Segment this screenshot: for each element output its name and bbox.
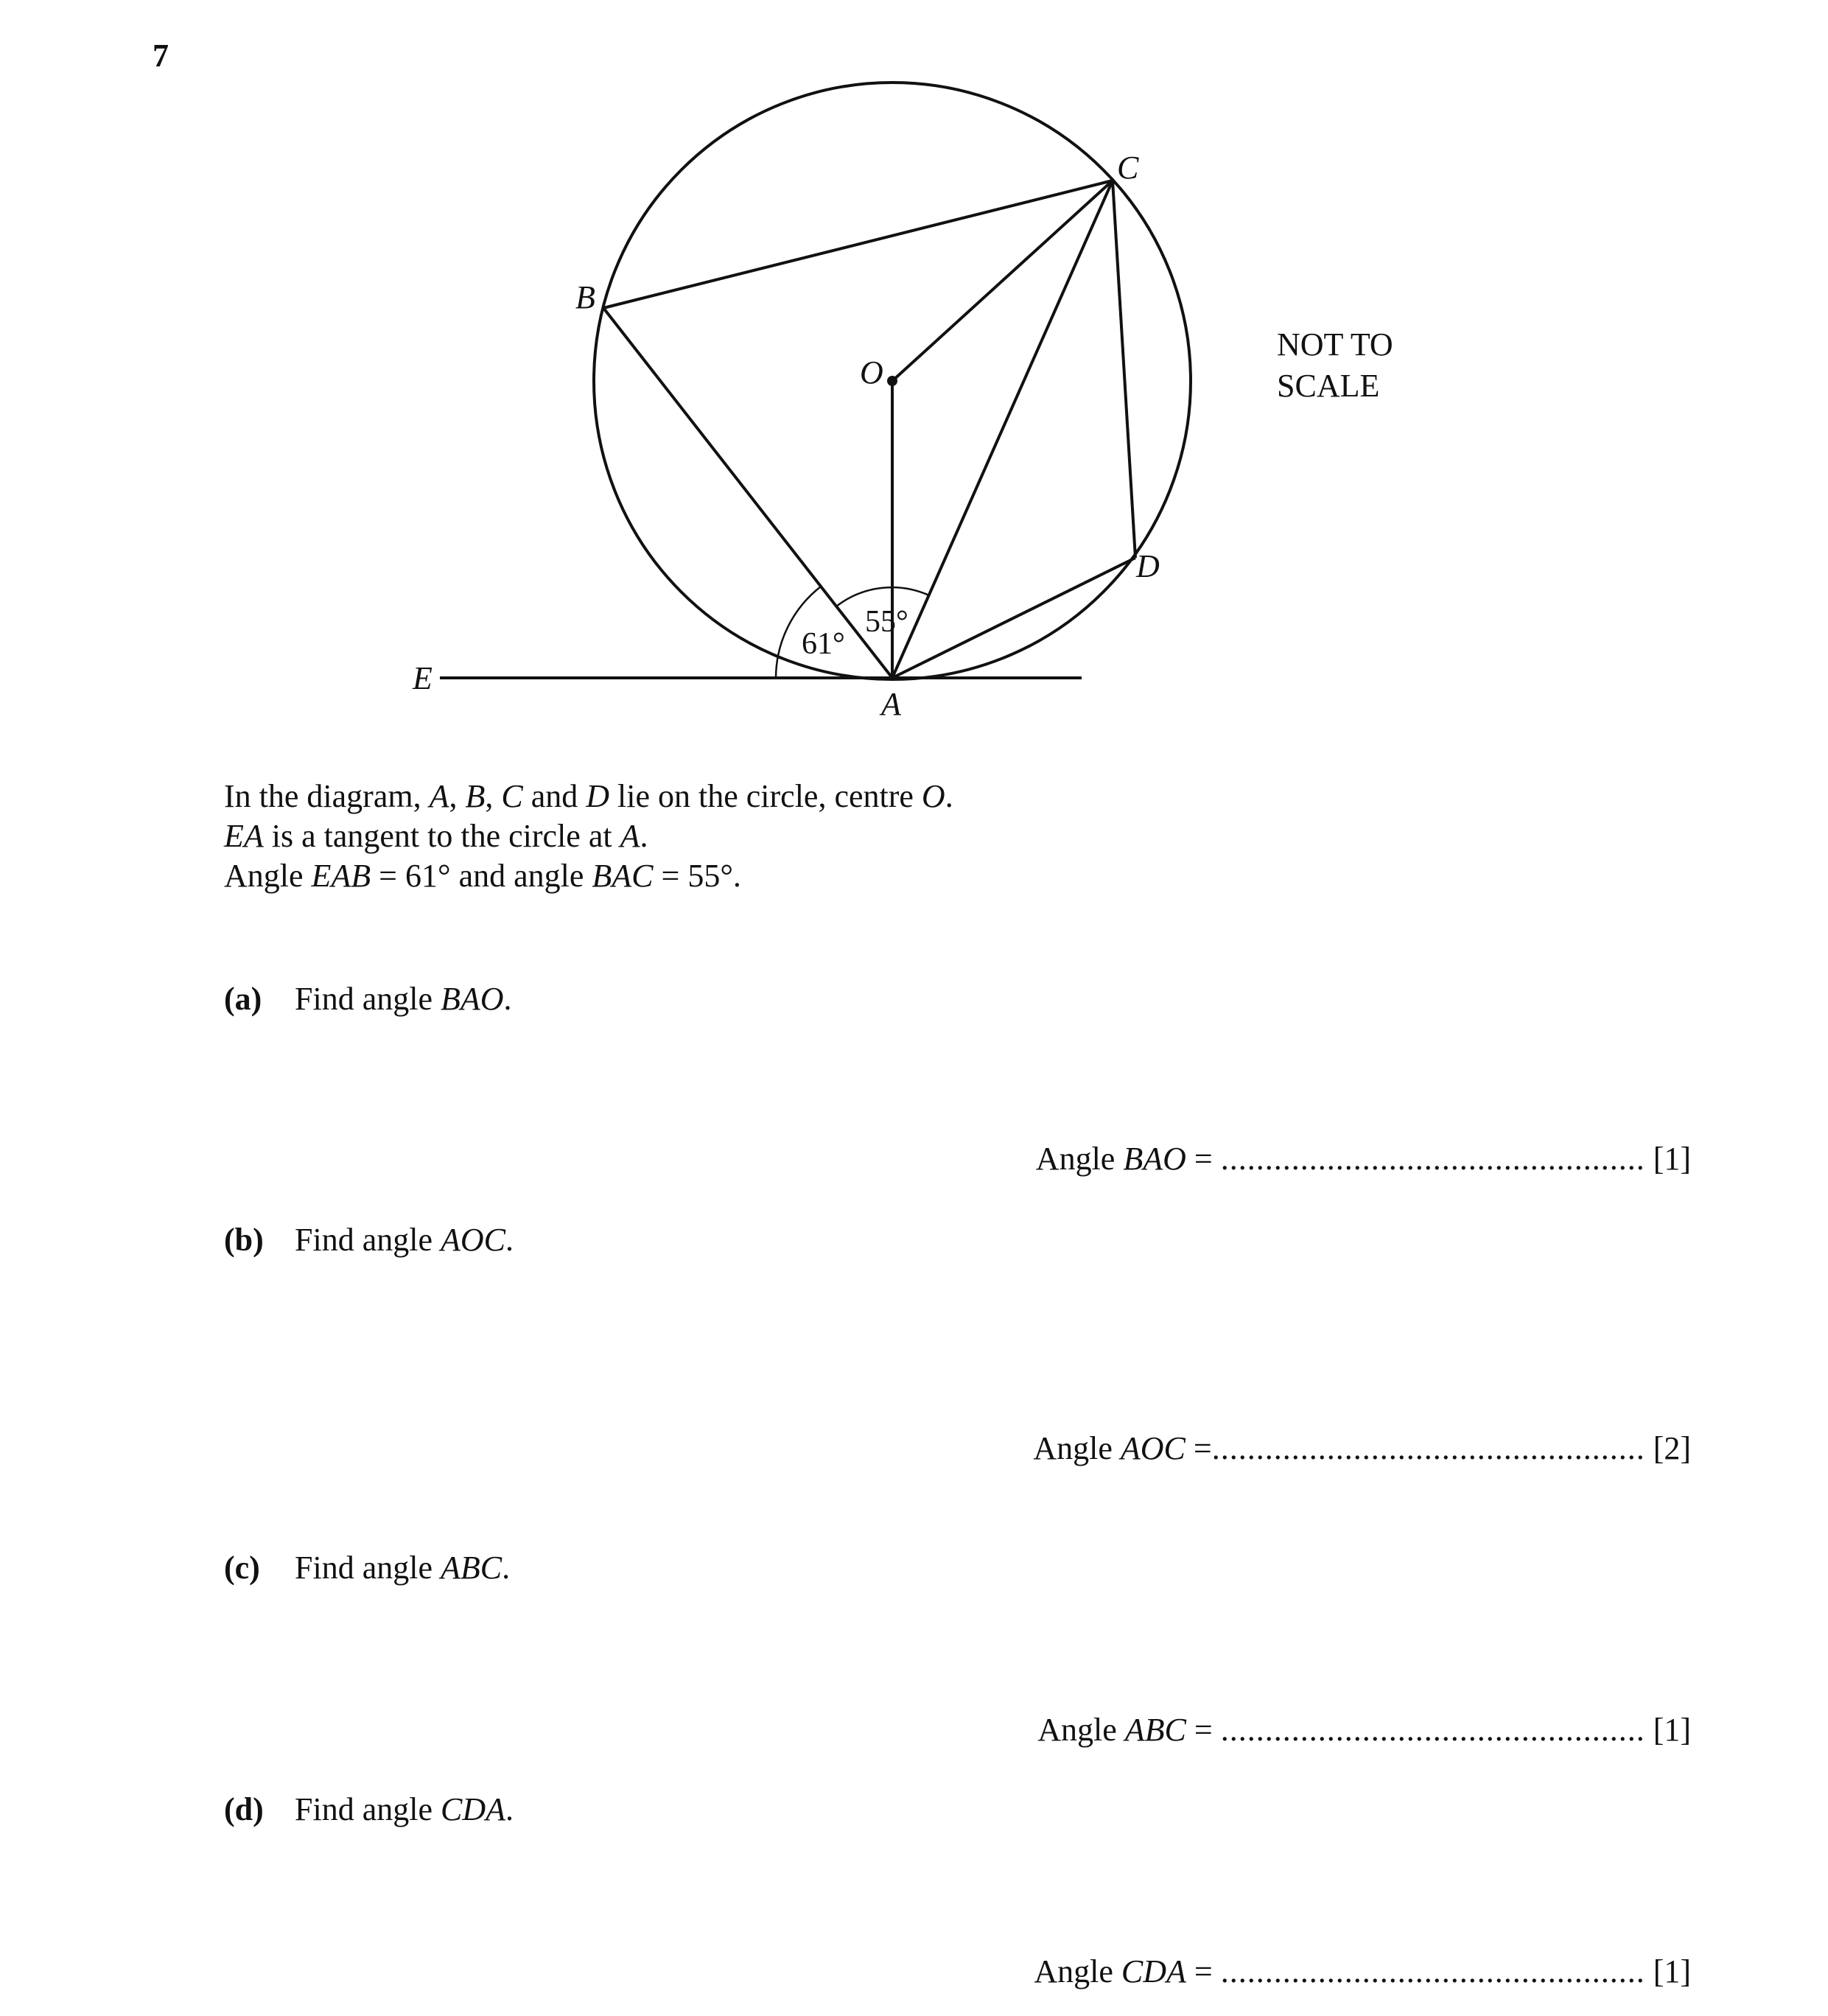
answer-blank[interactable]: ................................................ — [1220, 1141, 1645, 1177]
angle-label-bac: 55° — [865, 605, 908, 639]
label-a: A — [881, 686, 901, 722]
part-b-answer-line[interactable]: Angle AOC =................................................. [2] — [1033, 1430, 1691, 1466]
segment-cd — [1113, 181, 1135, 558]
label-o: O — [860, 354, 883, 391]
not-to-scale-note — [1277, 324, 1393, 407]
intro-line-2: EA is a tangent to the circle at A. — [224, 818, 648, 854]
centre-point — [887, 376, 897, 386]
label-b: B — [575, 279, 595, 315]
marks: [1] — [1653, 1141, 1691, 1177]
marks: [1] — [1653, 1953, 1691, 1989]
part-a-question: (a) Find angle BAO. — [224, 981, 512, 1017]
part-label: (c) — [224, 1550, 260, 1586]
part-label: (a) — [224, 981, 262, 1017]
intro-line-3: Angle EAB = 61° and angle BAC = 55°. — [224, 858, 741, 894]
part-a-answer-line[interactable]: Angle BAO = ................................................ [1] — [1035, 1141, 1691, 1177]
segment-ab — [603, 308, 892, 678]
answer-blank[interactable]: ................................................ — [1220, 1953, 1645, 1989]
marks: [1] — [1653, 1712, 1691, 1748]
question-number: 7 — [153, 38, 169, 74]
answer-blank[interactable]: ................................................. — [1211, 1430, 1645, 1466]
part-c-answer-line[interactable]: Angle ABC = ................................................ [1] — [1037, 1712, 1691, 1748]
part-d-question: (d) Find angle CDA. — [224, 1791, 514, 1827]
intro-line-1: In the diagram, A, B, C and D lie on the circle, centre O. — [224, 778, 953, 814]
segment-bc — [603, 181, 1113, 308]
circle-diagram — [0, 0, 1828, 737]
part-d-answer-line[interactable]: Angle CDA = ................................................ [1] — [1034, 1953, 1691, 1989]
part-label: (b) — [224, 1222, 264, 1258]
angle-label-eab: 61° — [802, 627, 845, 661]
label-c: C — [1117, 150, 1139, 186]
segment-oc — [892, 181, 1113, 381]
part-b-question: (b) Find angle AOC. — [224, 1222, 514, 1258]
question-intro — [224, 777, 953, 896]
part-label: (d) — [224, 1791, 264, 1827]
part-c-question: (c) Find angle ABC. — [224, 1550, 511, 1586]
angle-arc-bac — [836, 587, 929, 606]
marks: [2] — [1653, 1430, 1691, 1466]
segment-ac — [892, 181, 1113, 678]
not-to-scale-line1: NOT TO — [1277, 326, 1393, 363]
segment-da — [892, 558, 1135, 678]
not-to-scale-line2: SCALE — [1277, 368, 1380, 404]
label-d: D — [1136, 548, 1160, 584]
answer-blank[interactable]: ................................................ — [1220, 1712, 1645, 1748]
label-e: E — [413, 660, 433, 696]
